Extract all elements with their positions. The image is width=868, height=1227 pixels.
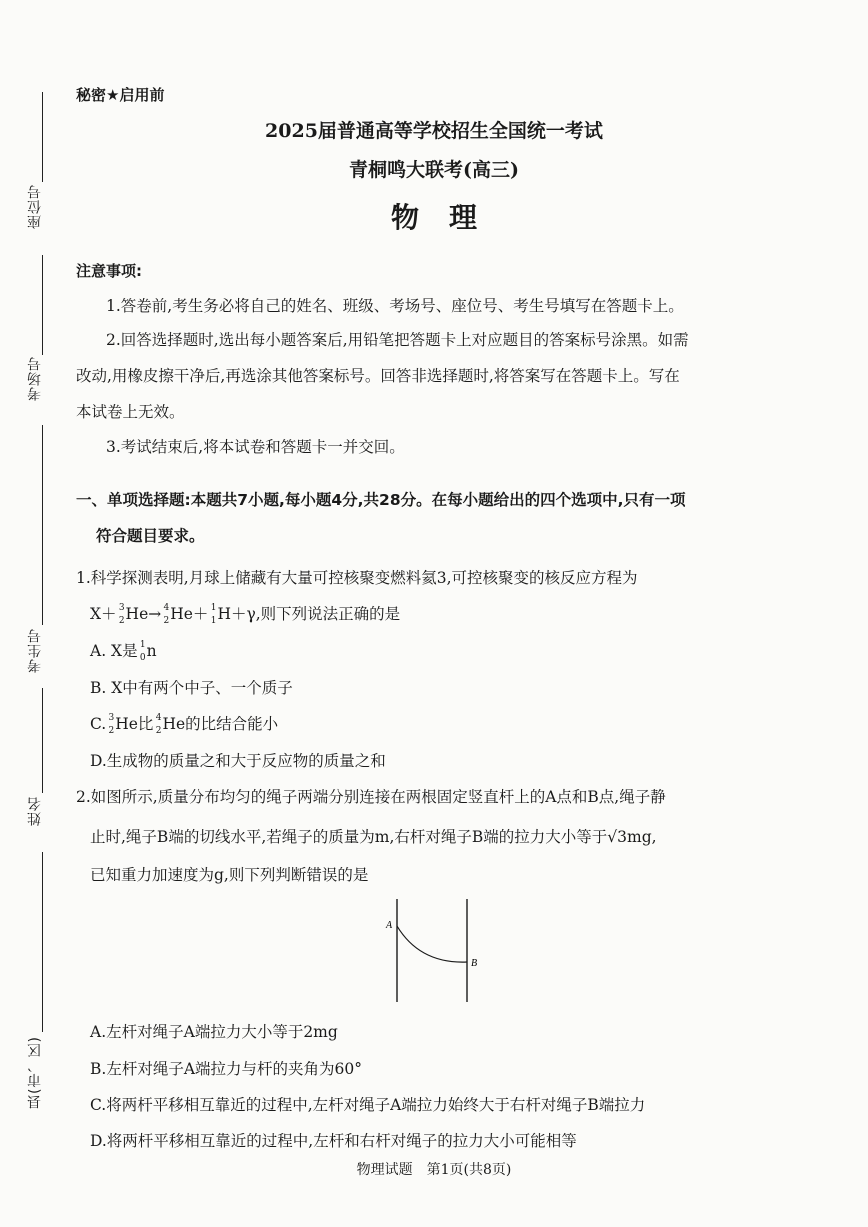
q2-option-a: A.左杆对绳子A端拉力大小等于2mg xyxy=(90,1023,338,1041)
q2-option-d: D.将两杆平移相互靠近的过程中,左杆和右杆对绳子的拉力大小可能相等 xyxy=(90,1132,577,1150)
q2-stem-line-1: 2.如图所示,质量分布均匀的绳子两端分别连接在两根固定竖直杆上的A点和B点,绳子静 xyxy=(76,788,666,806)
point-a-label: A xyxy=(386,920,393,931)
notice-item-1: 1.答卷前,考生务必将自己的姓名、班级、考场号、座位号、考生号填写在答题卡上。 xyxy=(106,297,684,315)
q1-option-a: A. X是 1 0 n xyxy=(90,640,157,663)
q2-stem-line-2: 止时,绳子B端的切线水平,若绳子的质量为m,右杆对绳子B端的拉力大小等于√3mg, xyxy=(90,828,657,846)
q2-option-c: C.将两杆平移相互靠近的过程中,左杆对绳子A端拉力始终大于右杆对绳子B端拉力 xyxy=(90,1096,646,1114)
q1-option-c: C. 3 2 He比 4 2 He的比结合能小 xyxy=(90,713,279,736)
exam-title: 2025届普通高等学校招生全国统一考试 xyxy=(265,120,603,142)
rope-curve xyxy=(397,926,467,962)
margin-line xyxy=(42,255,43,355)
q2-option-b: B.左杆对绳子A端拉力与杆的夹角为60° xyxy=(90,1060,362,1078)
margin-line xyxy=(42,852,43,1032)
exam-subtitle: 青桐鸣大联考(高三) xyxy=(349,159,519,181)
q1-equation-tail: ,则下列说法正确的是 xyxy=(255,605,401,623)
notice-item-2-line-1: 2.回答选择题时,选出每小题答案后,用铅笔把答题卡上对应题目的答案标号涂黑。如需 xyxy=(106,331,689,349)
page-footer: 物理试题 第1页(共8页) xyxy=(356,1162,512,1178)
q1-stem: 1.科学探测表明,月球上储藏有大量可控核聚变燃料氦3,可控核聚变的核反应方程为 xyxy=(76,569,638,587)
name-label: 姓名 xyxy=(27,796,43,826)
notice-item-3: 3.考试结束后,将本试卷和答题卡一并交回。 xyxy=(106,438,405,456)
point-b-label: B xyxy=(471,958,478,969)
exam-room-label: 考场号 xyxy=(27,356,43,401)
notice-item-2-line-3: 本试卷上无效。 xyxy=(76,403,185,421)
q1-option-c-text: He的比结合能小 xyxy=(162,715,279,733)
county-label: 县(市、区) xyxy=(27,1036,43,1109)
secret-mark: 秘密★启用前 xyxy=(76,86,165,104)
margin-line xyxy=(42,425,43,625)
q1-option-d: D.生成物的质量之和大于反应物的质量之和 xyxy=(90,752,386,770)
q2-stem-line-3: 已知重力加速度为g,则下列判断错误的是 xyxy=(90,866,369,884)
rope-figure xyxy=(380,896,490,1006)
subject-title: 物理 xyxy=(390,201,507,234)
q1-option-a-text: A. X是 xyxy=(90,642,138,660)
notice-item-2-line-2: 改动,用橡皮擦干净后,再选涂其他答案标号。回答非选择题时,将答案写在答题卡上。写在 xyxy=(76,367,680,385)
exam-no-label: 考生号 xyxy=(27,628,43,673)
q1-equation: X＋ 3 2 He→ 4 2 He＋ 1 1 H＋γ,则下列说法正确的是 xyxy=(90,603,401,626)
seat-label: 座位号 xyxy=(27,184,43,229)
section-heading: 一、单项选择题:本题共7小题,每小题4分,共28分。在每小题给出的四个选项中,只有一项 xyxy=(76,491,686,509)
q1-option-b: B. X中有两个中子、一个质子 xyxy=(90,679,293,697)
section-heading-cont: 符合题目要求。 xyxy=(96,527,205,545)
margin-line xyxy=(42,688,43,793)
notice-heading: 注意事项: xyxy=(76,262,142,280)
